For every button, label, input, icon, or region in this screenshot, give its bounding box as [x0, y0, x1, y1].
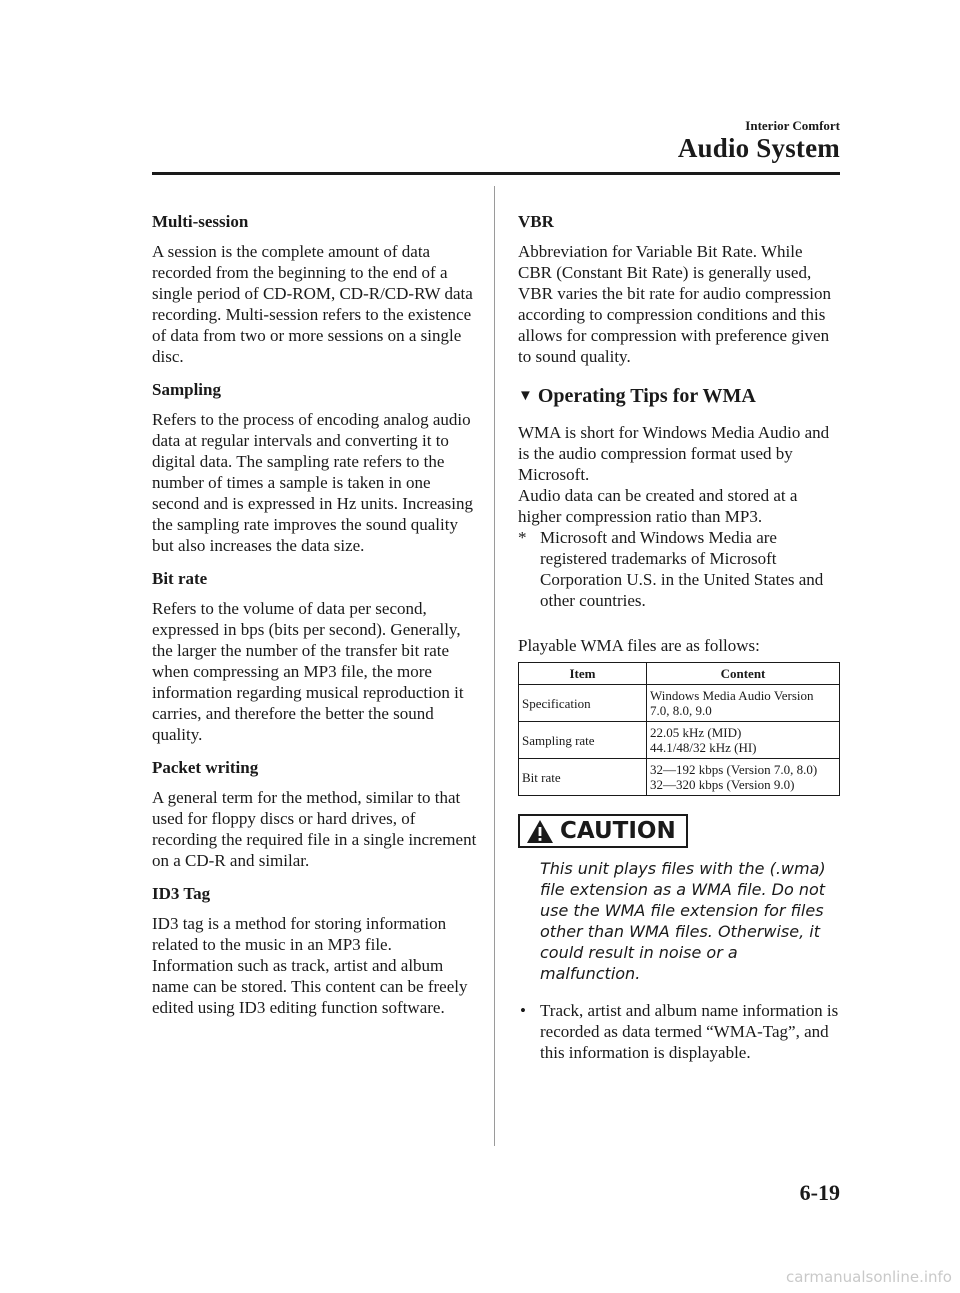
- term-vbr: VBR: [518, 212, 554, 231]
- caution-label: [518, 814, 688, 848]
- note-asterisk: *: [518, 528, 527, 547]
- left-column: [152, 212, 477, 1031]
- wma-intro-line1: WMA is short for Windows Media Audio and is the audio compression format used by Microsoft.: [518, 423, 830, 484]
- definition-vbr: Abbreviation for Variable Bit Rate. While CBR (Constant Bit Rate) is generally used, VBR varies the bit rate for audio compression according to compression conditions and this allows for compression with preference given to sound quality.: [518, 242, 832, 366]
- table-row: [519, 759, 840, 796]
- right-column: [518, 212, 840, 1063]
- table-intro: Playable WMA files are as follows:: [518, 636, 760, 655]
- table-header-row: [519, 663, 840, 685]
- bullet-dot-icon: •: [520, 1001, 526, 1020]
- definition-bit-rate: Refers to the volume of data per second, expressed in bps (bits per second). Generally, the larger the number of the transfer bit rate when compressing an MP3 file, the more information regarding musical reproduction it carries, and therefore the better the sound quality.: [152, 599, 464, 744]
- table-cell-item: Specification: [519, 685, 647, 722]
- table-cell-content: [647, 759, 840, 796]
- definition-multi-session: A session is the complete amount of data recorded from the beginning to the end of a single period of CD-ROM, CD-R/CD-RW data recording. Multi-session refers to the existence of data from two or more sessions on a single disc.: [152, 242, 473, 366]
- definition-id3-tag: ID3 tag is a method for storing information related to the music in an MP3 file. Information such as track, artist and album name can be stored. This content can be freely edited using ID3 editing function software.: [152, 914, 468, 1017]
- caution-label-text: CAUTION: [560, 818, 676, 844]
- definition-packet-writing: A general term for the method, similar to that used for floppy discs or hard drives, of recording the required file in a single increment on a CD-R and similar.: [152, 788, 477, 870]
- table-cell-line: 32―192 kbps (Version 7.0, 8.0): [650, 762, 818, 777]
- table-cell-content: [647, 722, 840, 759]
- table-cell-line: Windows Media Audio Version: [650, 688, 814, 703]
- caution-text: This unit plays files with the (.wma) file extension as a WMA file. Do not use the WMA file extension for files other than WMA files. Otherwise, it could result in noise or a malfunction.: [540, 859, 826, 983]
- term-packet-writing: Packet writing: [152, 758, 259, 777]
- table-row: [519, 685, 840, 722]
- trademark-note-text: Microsoft and Windows Media are registered trademarks of Microsoft Corporation U.S. in the United States and other countries.: [540, 528, 824, 610]
- table-cell-line: 7.0, 8.0, 9.0: [650, 703, 712, 718]
- term-multi-session: Multi-session: [152, 212, 249, 231]
- table-cell-content: [647, 685, 840, 722]
- page-number: 6-19: [799, 1180, 840, 1205]
- term-id3-tag: ID3 Tag: [152, 884, 211, 903]
- header-title: Audio System: [677, 133, 840, 163]
- header-rule: [152, 172, 840, 175]
- trademark-note: [518, 527, 840, 611]
- section-heading-text: Operating Tips for WMA: [537, 385, 756, 407]
- table-header-item: Item: [519, 663, 647, 685]
- table-cell-item: Sampling rate: [519, 722, 647, 759]
- table-cell-item: Bit rate: [519, 759, 647, 796]
- table-header-content: Content: [647, 663, 840, 685]
- section-heading-wma: [518, 385, 840, 408]
- bullet-item: [518, 1000, 840, 1063]
- table-cell-line: 22.05 kHz (MID): [650, 725, 742, 740]
- column-divider: [494, 186, 495, 1146]
- table-cell-line: 32―320 kbps (Version 9.0): [650, 777, 795, 792]
- definition-sampling: Refers to the process of encoding analog audio data at regular intervals and converting it to digital data. The sampling rate refers to the number of times a sample is taken in one second and is expressed in Hz units. Increasing the sampling rate improves the sound quality but also increases the data size.: [152, 410, 474, 555]
- triangle-down-icon: ▼: [518, 388, 533, 404]
- wma-spec-table: [518, 662, 840, 796]
- header-section-label: Interior Comfort: [745, 118, 840, 133]
- table-cell-line: 44.1/48/32 kHz (HI): [650, 740, 757, 755]
- table-row: [519, 722, 840, 759]
- term-sampling: Sampling: [152, 380, 221, 399]
- bullet-text: Track, artist and album name information is recorded as data termed “WMA-Tag”, and this information is displayable.: [540, 1001, 839, 1062]
- watermark: carmanualsonline.info: [786, 1268, 952, 1286]
- warning-icon: [526, 819, 554, 844]
- term-bit-rate: Bit rate: [152, 569, 208, 588]
- wma-intro-line2: Audio data can be created and stored at a higher compression ratio than MP3.: [518, 486, 798, 526]
